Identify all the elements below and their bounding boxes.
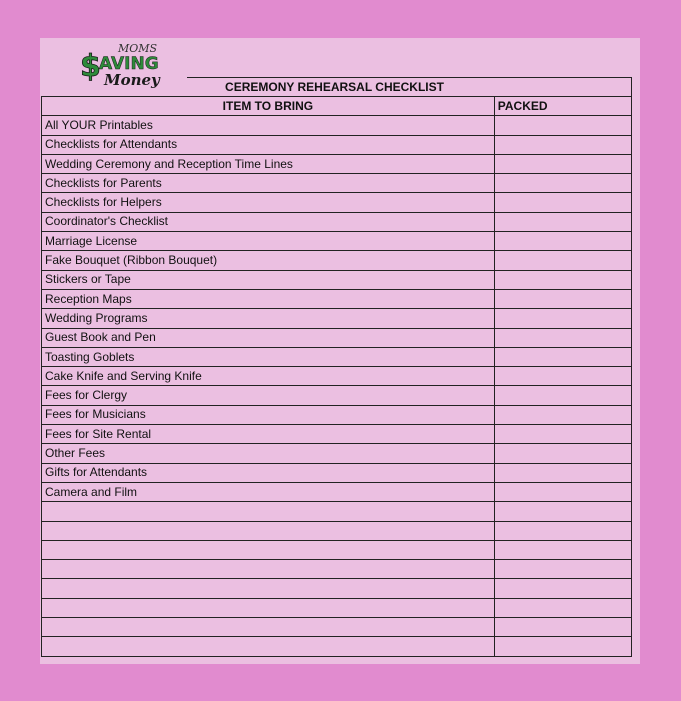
packed-cell[interactable] bbox=[494, 135, 631, 154]
item-cell bbox=[42, 618, 495, 637]
packed-cell[interactable] bbox=[494, 289, 631, 308]
packed-cell[interactable] bbox=[494, 502, 631, 521]
checklist-table bbox=[41, 96, 632, 657]
packed-cell[interactable] bbox=[494, 521, 631, 540]
table-row bbox=[42, 579, 632, 598]
table-row bbox=[42, 251, 632, 270]
item-cell: Fees for Site Rental bbox=[42, 425, 495, 444]
table-row bbox=[42, 560, 632, 579]
table-row bbox=[42, 174, 632, 193]
packed-cell[interactable] bbox=[494, 270, 631, 289]
packed-cell[interactable] bbox=[494, 193, 631, 212]
packed-column-header: PACKED bbox=[494, 97, 631, 116]
item-cell: Checklists for Attendants bbox=[42, 135, 495, 154]
table-row bbox=[42, 598, 632, 617]
packed-cell[interactable] bbox=[494, 482, 631, 501]
table-row bbox=[42, 463, 632, 482]
item-cell: Stickers or Tape bbox=[42, 270, 495, 289]
item-cell: Fake Bouquet (Ribbon Bouquet) bbox=[42, 251, 495, 270]
packed-cell[interactable] bbox=[494, 154, 631, 173]
item-cell: Checklists for Parents bbox=[42, 174, 495, 193]
table-row bbox=[42, 502, 632, 521]
item-cell: Wedding Programs bbox=[42, 309, 495, 328]
table-row bbox=[42, 405, 632, 424]
packed-cell[interactable] bbox=[494, 598, 631, 617]
item-cell: Gifts for Attendants bbox=[42, 463, 495, 482]
packed-cell[interactable] bbox=[494, 212, 631, 231]
table-row bbox=[42, 618, 632, 637]
item-cell bbox=[42, 579, 495, 598]
packed-cell[interactable] bbox=[494, 579, 631, 598]
item-cell bbox=[42, 637, 495, 656]
moms-saving-money-logo bbox=[78, 40, 178, 88]
item-cell bbox=[42, 502, 495, 521]
packed-cell[interactable] bbox=[494, 540, 631, 559]
packed-cell[interactable] bbox=[494, 174, 631, 193]
item-cell: Wedding Ceremony and Reception Time Lines bbox=[42, 154, 495, 173]
item-cell: Toasting Goblets bbox=[42, 347, 495, 366]
packed-cell[interactable] bbox=[494, 328, 631, 347]
table-row bbox=[42, 212, 632, 231]
item-cell bbox=[42, 540, 495, 559]
table-row bbox=[42, 328, 632, 347]
table-row bbox=[42, 521, 632, 540]
table-row bbox=[42, 270, 632, 289]
packed-cell[interactable] bbox=[494, 309, 631, 328]
item-cell bbox=[42, 560, 495, 579]
table-row bbox=[42, 386, 632, 405]
table-row bbox=[42, 637, 632, 656]
header-row bbox=[42, 97, 632, 116]
item-cell: All YOUR Printables bbox=[42, 116, 495, 135]
dollar-sign-icon: $ bbox=[80, 49, 101, 84]
packed-cell[interactable] bbox=[494, 560, 631, 579]
item-cell: Fees for Clergy bbox=[42, 386, 495, 405]
packed-cell[interactable] bbox=[494, 367, 631, 386]
packed-cell[interactable] bbox=[494, 232, 631, 251]
item-cell: Other Fees bbox=[42, 444, 495, 463]
table-row bbox=[42, 482, 632, 501]
item-cell: Checklists for Helpers bbox=[42, 193, 495, 212]
title-bar bbox=[187, 77, 632, 97]
checklist-sheet bbox=[40, 38, 640, 664]
packed-cell[interactable] bbox=[494, 347, 631, 366]
item-cell: Fees for Musicians bbox=[42, 405, 495, 424]
item-cell: Marriage License bbox=[42, 232, 495, 251]
table-row bbox=[42, 309, 632, 328]
packed-cell[interactable] bbox=[494, 425, 631, 444]
item-cell bbox=[42, 521, 495, 540]
logo-main-text: AVING bbox=[99, 54, 159, 74]
packed-cell[interactable] bbox=[494, 116, 631, 135]
table-row bbox=[42, 540, 632, 559]
table-row bbox=[42, 154, 632, 173]
logo-graphic bbox=[78, 40, 178, 88]
logo-sub-text: Money bbox=[104, 71, 160, 88]
item-cell: Guest Book and Pen bbox=[42, 328, 495, 347]
packed-cell[interactable] bbox=[494, 463, 631, 482]
packed-cell[interactable] bbox=[494, 444, 631, 463]
table-row bbox=[42, 347, 632, 366]
item-cell: Camera and Film bbox=[42, 482, 495, 501]
packed-cell[interactable] bbox=[494, 251, 631, 270]
packed-cell[interactable] bbox=[494, 618, 631, 637]
item-cell: Reception Maps bbox=[42, 289, 495, 308]
packed-cell[interactable] bbox=[494, 386, 631, 405]
item-column-header: ITEM TO BRING bbox=[42, 97, 495, 116]
logo-top-text: MOMS bbox=[118, 42, 158, 55]
packed-cell[interactable] bbox=[494, 637, 631, 656]
item-cell: Cake Knife and Serving Knife bbox=[42, 367, 495, 386]
item-cell bbox=[42, 598, 495, 617]
table-row bbox=[42, 425, 632, 444]
table-row bbox=[42, 135, 632, 154]
item-cell: Coordinator's Checklist bbox=[42, 212, 495, 231]
table-row bbox=[42, 116, 632, 135]
table-row bbox=[42, 193, 632, 212]
table-row bbox=[42, 444, 632, 463]
table-row bbox=[42, 289, 632, 308]
table-row bbox=[42, 232, 632, 251]
table-row bbox=[42, 367, 632, 386]
checklist-title: CEREMONY REHEARSAL CHECKLIST bbox=[225, 80, 444, 94]
packed-cell[interactable] bbox=[494, 405, 631, 424]
